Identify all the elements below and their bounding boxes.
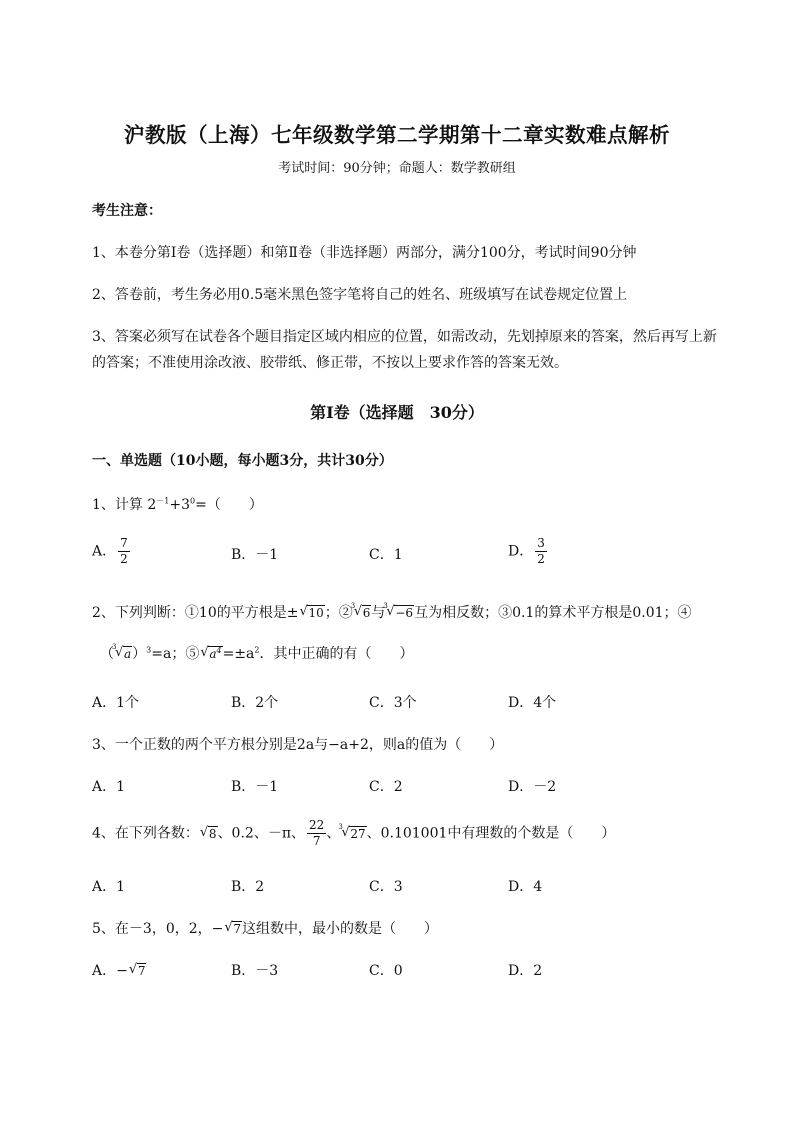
root-index: 3	[112, 643, 117, 651]
q2-text: 2、下列判断：①10的平方根是±	[92, 605, 299, 621]
notice-item-3-continued: 的答案；不准使用涂改液、胶带纸、修正带，不按以上要求作答的答案无效。	[92, 355, 568, 371]
exponent: 3	[146, 645, 152, 655]
radicand: 8	[208, 826, 217, 841]
q2-option-d: D．4个	[508, 695, 557, 711]
q2-text: 与	[371, 605, 386, 621]
q2-option-c: C．3个	[369, 695, 417, 711]
q2-text: 互为相反数；③0.1的算术平方根是0.01；④	[414, 605, 692, 621]
q4-option-a: A．1	[92, 879, 126, 895]
q1-exponent-1: －1	[156, 496, 170, 506]
q1-text: 1、计算 2	[92, 497, 157, 513]
q3-option-c: C．2	[369, 779, 403, 795]
q3-option-a: A．1	[92, 779, 126, 795]
q1-option-d-label: D．	[508, 543, 534, 560]
page-subtitle: 考试时间：90分钟；命题人：数学教研组	[278, 161, 516, 176]
q2-text: ；②	[324, 605, 353, 621]
q1-text-suffix: =（ ）	[195, 497, 263, 513]
q4-text: 、0.2、－π、	[217, 825, 306, 842]
cube-root-symbol: 3 √ 27	[338, 822, 366, 841]
section-title: 第I卷（选择题 30分）	[310, 403, 484, 422]
q5-text: 这组数中，最小的数是（ ）	[242, 921, 438, 937]
cube-root-symbol: 3 √ a	[112, 643, 132, 661]
q5-option-a	[92, 960, 146, 980]
root-index: 3	[350, 602, 356, 610]
q5-option-c: C．0	[369, 963, 403, 979]
sqrt-symbol: √ 7	[128, 962, 146, 978]
notice-item-1: 1、本卷分第I卷（选择题）和第Ⅱ卷（非选择题）两部分，满分100分，考试时间90分钟	[92, 245, 637, 261]
q4-option-c: C．3	[369, 879, 403, 895]
sqrt-symbol: √ 10	[299, 604, 324, 620]
radicand: a	[209, 647, 217, 661]
fraction-numerator: 3	[537, 536, 545, 550]
question-4-stem	[92, 818, 615, 849]
q5-option-a-text: A．−	[92, 963, 128, 979]
q4-option-b: B．2	[231, 879, 265, 895]
radicand: −6	[395, 606, 414, 620]
q2-text: =±a	[222, 646, 255, 662]
part-title: 一、单选题（10小题，每小题3分，共计30分）	[92, 453, 393, 469]
notice-item-2: 2、答卷前，考生务必用0.5毫米黑色签字笔将自己的姓名、班级填写在试卷规定位置上	[92, 287, 628, 303]
question-3-stem: 3、一个正数的两个平方根分别是2a与−a+2，则a的值为（ ）	[92, 737, 504, 753]
q3-option-b: B．－1	[231, 779, 279, 795]
fraction-denominator: 2	[120, 552, 128, 566]
q1-option-c: C．1	[369, 547, 403, 563]
radicand: 10	[308, 606, 324, 620]
q2-text: ）	[132, 646, 147, 662]
q1-text-mid: +3	[169, 497, 190, 513]
page-title: 沪教版（上海）七年级数学第二学期第十二章实数难点解析	[124, 123, 670, 147]
q4-text: 、0.101001中有理数的个数是（ ）	[366, 825, 616, 842]
question-5-stem	[92, 918, 438, 938]
fraction-numerator: 22	[309, 818, 325, 832]
q1-exponent-2: 0	[190, 496, 196, 506]
q2-text: =a；⑤	[151, 646, 200, 662]
notice-heading: 考生注意：	[92, 203, 162, 219]
q1-option-a	[92, 536, 130, 567]
q5-text: 5、在－3，0，2，−	[92, 921, 224, 937]
exponent: 4	[216, 646, 222, 655]
q2-text: ．其中正确的有（ ）	[259, 646, 414, 662]
question-2-stem-line-2	[100, 643, 413, 663]
q2-text: （	[100, 646, 114, 662]
q5-option-d: D．2	[508, 963, 543, 979]
q1-option-d-fraction	[535, 536, 547, 567]
question-2-stem-line-1	[92, 602, 692, 622]
fraction-denominator: 2	[537, 552, 545, 566]
radicand: 7	[137, 964, 146, 978]
q5-option-b: B．－3	[231, 963, 279, 979]
q1-option-d	[508, 536, 547, 567]
fraction-denominator: 7	[312, 834, 321, 848]
exponent: 2	[254, 645, 260, 655]
root-index: 3	[383, 602, 388, 610]
q4-fraction	[307, 818, 326, 849]
q2-option-b: B．2个	[231, 695, 279, 711]
q3-option-d: D．－2	[508, 779, 557, 795]
q4-text: 、	[326, 825, 341, 842]
q1-option-b: B．－1	[231, 547, 279, 563]
sqrt-symbol: √ 7	[224, 920, 241, 936]
q4-option-d: D．4	[508, 879, 543, 895]
radicand: 27	[350, 826, 366, 841]
radicand: 6	[362, 606, 371, 620]
notice-item-3: 3、答案必须写在试卷各个题目指定区域内相应的位置，如需改动，先划掉原来的答案，然后再写上新	[92, 329, 717, 345]
radicand: a	[124, 647, 132, 661]
cube-root-symbol: 3 √ 6	[350, 602, 371, 620]
sqrt-symbol: √ 8	[199, 824, 217, 841]
q4-text: 4、在下列各数：	[92, 825, 199, 842]
q1-option-a-label: A．	[92, 543, 117, 560]
question-1-stem	[92, 494, 263, 514]
fraction-numerator: 7	[120, 536, 128, 550]
cube-root-symbol: 3 √ −6	[383, 602, 414, 620]
root-index: 3	[338, 822, 343, 831]
sqrt-symbol: √ $a^4$	[200, 645, 222, 661]
radicand: 7	[233, 922, 241, 936]
q2-option-a: A．1个	[92, 695, 140, 711]
q1-option-a-fraction	[118, 536, 130, 567]
